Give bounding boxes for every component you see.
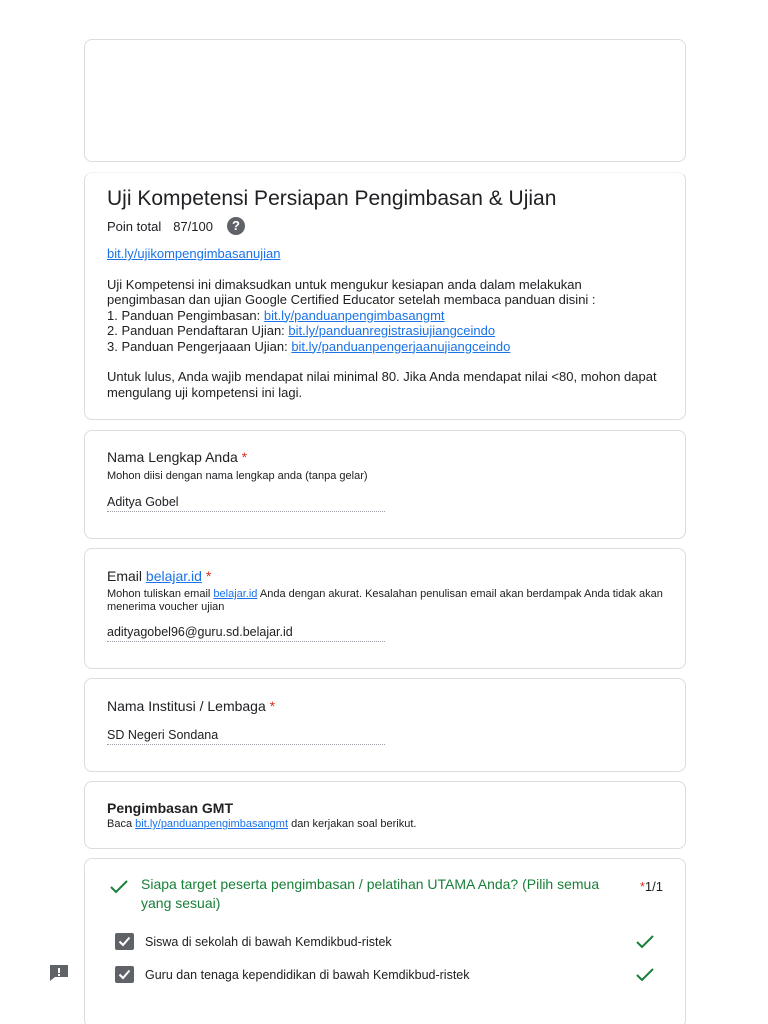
- question-help: Mohon diisi dengan nama lengkap anda (tanpa gelar): [107, 470, 368, 482]
- question-title: Siapa target peserta pengimbasan / pelatihan UTAMA Anda? (Pilih semua yang sesuai): [141, 876, 600, 911]
- points-label: Poin total: [107, 218, 162, 234]
- section-title: Pengimbasan GMT: [107, 800, 234, 816]
- guide-3-link[interactable]: bit.ly/panduanpengerjaanujiangceindo: [291, 338, 511, 354]
- guide-1: 1. Panduan Pengimbasan: bit.ly/panduanpengimbasangmt: [107, 307, 445, 323]
- question-full-name: [84, 430, 686, 539]
- question-help: Mohon tuliskan email belajar.id Anda dengan akurat. Kesalahan penulisan email akan berdampak Anda tidak akan menerima voucher ujian: [107, 588, 663, 613]
- belajar-link[interactable]: belajar.id: [145, 568, 202, 584]
- full-name-answer: Aditya Gobel: [107, 495, 385, 512]
- option-item[interactable]: [115, 933, 392, 950]
- guide-2: 2. Panduan Pendaftaran Ujian: bit.ly/panduanregistrasiujiangceindo: [107, 323, 496, 338]
- form-description: [107, 246, 663, 400]
- points-value: 87/100: [173, 218, 213, 234]
- option-correct-check-icon: [635, 935, 655, 949]
- option-item[interactable]: [115, 966, 470, 983]
- form-title: Uji Kompetensi Persiapan Pengimbasan & Ujian: [107, 187, 557, 210]
- top-link[interactable]: bit.ly/ujikompengimbasanujian: [107, 246, 281, 261]
- guide-2-link[interactable]: bit.ly/panduanregistrasiujiangceindo: [288, 323, 496, 338]
- question-institution: [84, 678, 686, 772]
- report-feedback-icon[interactable]: [48, 964, 70, 982]
- section-description: Baca bit.ly/panduanpengimbasangmt dan kerjakan soal berikut.: [107, 818, 417, 830]
- desc-intro: Uji Kompetensi ini dimaksudkan untuk mengukur kesiapan anda dalam melakukan pengimbasan dan ujian Google Certified Educator setelah membaca panduan disini :: [107, 276, 596, 307]
- option-label: Siswa di sekolah di bawah Kemdikbud-ristek: [145, 934, 392, 949]
- correct-check-icon: [109, 879, 129, 895]
- question-title: Nama Lengkap Anda *: [107, 449, 248, 465]
- question-score: *1/1: [639, 879, 663, 894]
- required-asterisk: *: [241, 449, 248, 465]
- section-link[interactable]: bit.ly/panduanpengimbasangmt: [135, 818, 289, 830]
- checkbox-checked-icon[interactable]: [115, 966, 134, 983]
- section-header: [84, 781, 686, 849]
- pass-note: Untuk lulus, Anda wajib mendapat nilai minimal 80. Jika Anda mendapat nilai <80, mohon dapat mengulang uji kompetensi ini lagi.: [107, 369, 657, 400]
- belajar-help-link[interactable]: belajar.id: [213, 588, 258, 600]
- required-asterisk: *: [639, 879, 645, 894]
- checkbox-checked-icon[interactable]: [115, 933, 134, 950]
- question-target-audience: [84, 858, 686, 1024]
- option-label: Guru dan tenaga kependidikan di bawah Kemdikbud-ristek: [145, 967, 470, 982]
- question-title: Nama Institusi / Lembaga *: [107, 698, 276, 714]
- question-email: [84, 548, 686, 669]
- question-title: Email belajar.id *: [107, 568, 212, 584]
- form-banner: [84, 39, 686, 162]
- guide-3: 3. Panduan Pengerjaaan Ujian: bit.ly/panduanpengerjaanujiangceindo: [107, 338, 511, 354]
- option-correct-check-icon: [635, 968, 655, 982]
- institution-answer: SD Negeri Sondana: [107, 728, 385, 745]
- required-asterisk: *: [205, 568, 212, 584]
- help-icon[interactable]: ?: [227, 217, 245, 235]
- email-answer: adityagobel96@guru.sd.belajar.id: [107, 625, 385, 642]
- guide-1-link[interactable]: bit.ly/panduanpengimbasangmt: [263, 307, 445, 323]
- required-asterisk: *: [269, 698, 276, 714]
- form-header-card: [84, 172, 686, 420]
- total-points: [107, 217, 245, 235]
